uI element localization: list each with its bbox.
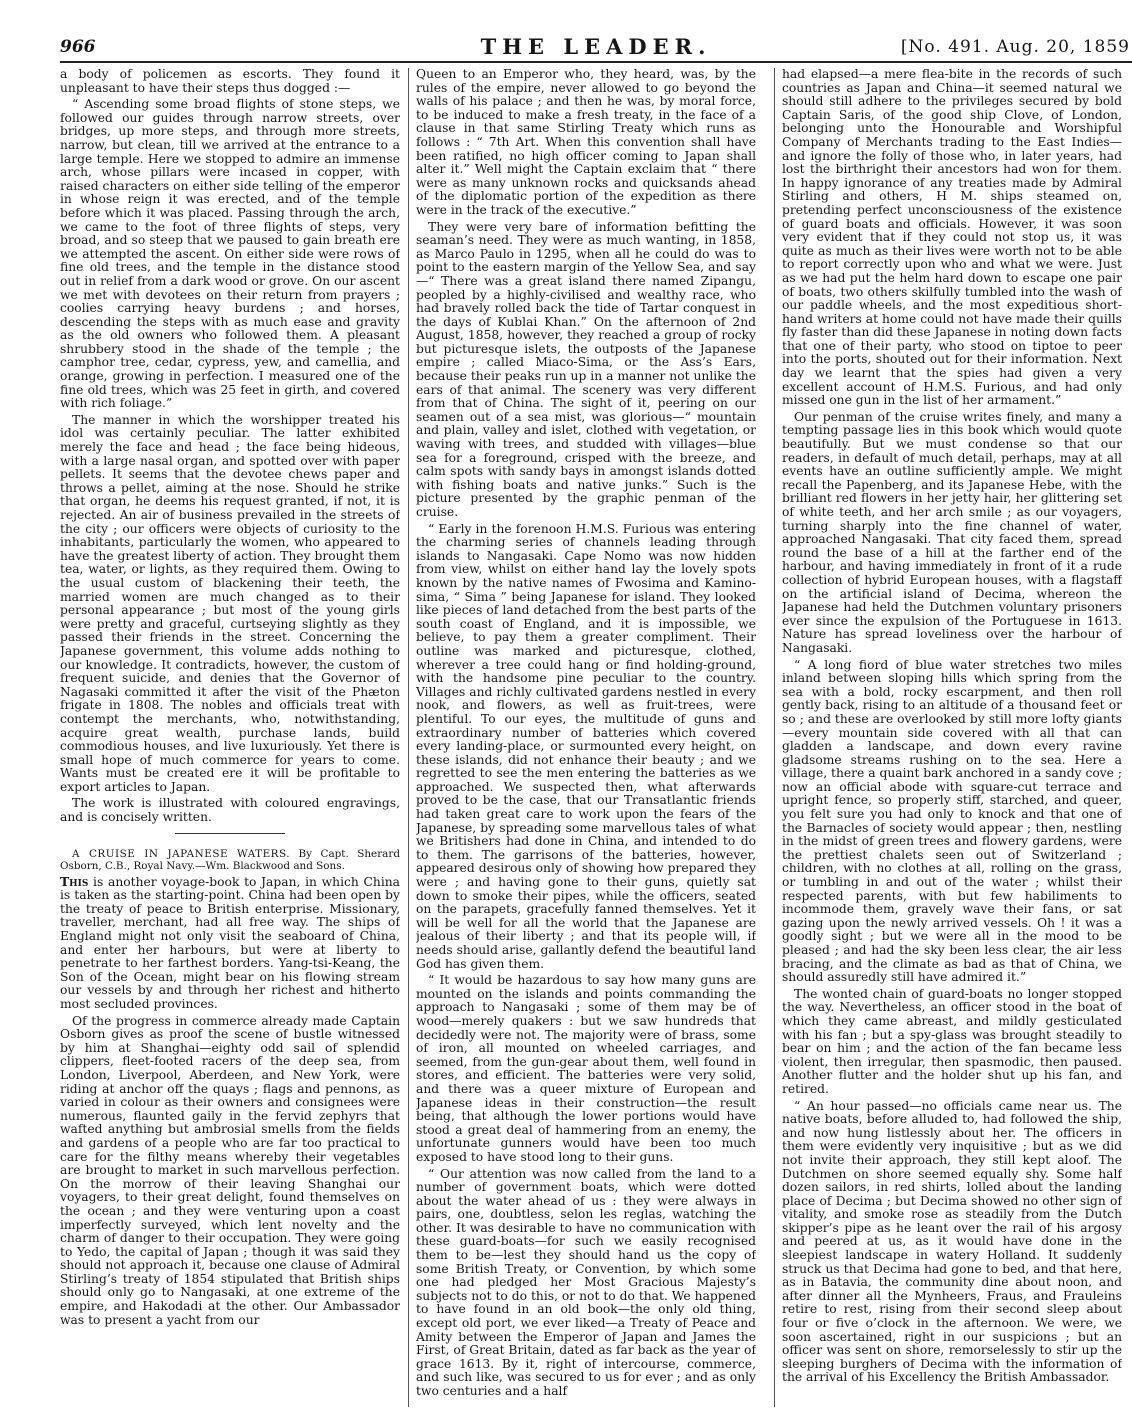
quoted-paragraph: “ It would be hazardous to say how many guns are mounted on the islands and points commanding the approach to Nangasaki ; some of them may be of wood—merely quakers : but we saw hundreds that decidedly were not. The majority were of brass, some of iron, all mounted on wheeled carriages, and seemed, from the gun-gear about them, well found in stores, and efficient. The batteries were very solid, and there was a queer mixture of European and Japanese ideas in their construction—the result being, that although the lower portions would have stood a great deal of hammering from an enemy, the unfortunate gunners would have been too much exposed to have stood long to their guns. [416, 973, 756, 1164]
section-rule [175, 833, 285, 834]
column-1 [60, 68, 400, 1407]
quoted-paragraph: “ Ascending some broad flights of stone steps, we followed our guides through narrow streets, over bridges, up more steps, and through more streets, narrow, but clean, till we arrived at the entrance to a large temple. Here we stopped to admire an immense arch, whose pillars were incased in copper, with raised characters on either side telling of the emperor in whose reign it was erected, and of the temple before which it was placed. Passing through the arch, we came to the foot of three flights of steps, very broad, and so steep that we paused to gain breath ere we attempted the ascent. On either side were rows of fine old trees, and the temple in the distance stood out in relief from a dark wood or grove. On our ascent we met with devotees on their return from prayers ; coolies carrying heavy burdens ; and horses, descending the steps with as much ease and gravity as the old owners who followed them. A pleasant shrubbery stood in the shade of the temple ; the camphor tree, cedar, cypress, yew, and camellia, and orange, growing in perfection. I measured one of the fine old trees, which was 25 feet in girth, and covered with rich foliage.” [60, 97, 400, 411]
header-rule [60, 61, 1132, 63]
quoted-paragraph: “ An hour passed—no officials came near us. The native boats, before alluded to, had followed the ship, and now hung listlessly about her. The officers in them were evidently very inquisitive ; but as we did not invite their approach, they still kept aloof. The Dutchmen on shore seemed equally shy. Some half dozen sailors, in red shirts, lolled about the landing place of Decima ; but Decima showed no other sign of vitality, and smoke rose as steadily from the Dutch skipper’s pipe as he leant over the rail of his argosy and peered at us, as it would have done in the sleepiest landscape in watery Holland. It suddenly struck us that Decima had gone to bed, and that here, as in Batavia, the community dine about noon, and after dinner all the Mynheers, Fraus, and Frauleins retire to rest, rising from their second sleep about four or five o’clock in the afternoon. We were, we soon ascertained, right in our suspicions ; but an officer was sent on shore, remorselessly to stir up the sleeping burghers of Decima with the information of the arrival of his Excellency the British Ambassador. [782, 1098, 1122, 1385]
paragraph: Our penman of the cruise writes finely, and many a tempting passage lies in this book which would quote beautifully. But we must condense so that our readers, in default of much detail, perhaps, may at all events have an outline sufficiently ample. We might recall the Papenberg, and its Japanese Hebe, with the brilliant red flowers in her jetty hair, her glittering set of white teeth, and her arch smile ; as our voyagers, turning sharply into the fine channel of water, approached Nangasaki. That city faced them, spread round the base of a hill at the farther end of the harbour, and having immediately in front of it a rude collection of hybrid European houses, with a flagstaff on the artificial island of Decima, whereon the Japanese had held the Dutchmen voluntary prisoners ever since the expulsion of the Portuguese in 1613. Nature has spread loveliness over the harbour of Nangasaki. [782, 409, 1122, 655]
paragraph: Of the progress in commerce already made Captain Osborn gives as proof the scene of bustle witnessed by him at Shanghai—eighty odd sail of splendid clippers, fleet-footed racers of the deep sea, from London, Liverpool, Aberdeen, and New York, were riding at anchor off the quays ; flags and pennons, as varied in colour as their owners and consignees were numerous, flaunted gaily in the fervid zephyrs that wafted anything but ambrosial smells from the fields and gardens of a people who are far too practical to care for the filthy means whereby their vegetables are brought to market in such marvellous perfection. On the morrow of their leaving Shanghai our voyagers, to their great delight, found themselves on the ocean ; and they were venturing upon a coast imperfectly surveyed, which lent novelty and the charm of danger to their occupation. They were going to Yedo, the capital of Japan ; though it was said they should not approach it, because one clause of Admiral Stirling’s treaty of 1854 stipulated that British ships should only go to Nangasaki, at one extreme of the empire, and Hakodadi at the other. Our Ambassador was to present a yacht from our [60, 1013, 400, 1327]
column-divider-1 [408, 68, 409, 1407]
review-heading [60, 848, 400, 872]
masthead [60, 34, 1132, 60]
quoted-paragraph: “ Our attention was now called from the land to a number of government boats, which were dotted about the water ahead of us : they were always in pairs, one, doubtless, selon les reglas, watching the other. It was desirable to have no communication with these guard-boats—for such we easily recognised them to be—lest they should hand us the copy of some British Treaty, or Convention, by which some one had pledged her Most Gracious Majesty’s subjects not to do this, or not to do that. We happened to have found in an old book—the only old thing, except old port, we ever liked—a Treaty of Peace and Amity between the Emperor of Japan and James the First, of Great Britain, dated as far back as the year of grace 1613. By it, right of intercourse, commerce, and such like, was secured to us for ever ; and as only two centuries and a half [416, 1166, 756, 1398]
review-byline: By Capt. Sherard Osborn, C.B., Royal Navy.—Wm. Blackwood and Sons. [60, 847, 400, 872]
newspaper-title: THE LEADER. [480, 34, 712, 59]
column-2 [416, 68, 756, 1407]
quoted-paragraph: “ Early in the forenoon H.M.S. Furious was entering the charming series of channels leading through islands to Nangasaki. Cape Nomo was now hidden from view, whilst on either hand lay the lovely spots known by the native names of Fwosima and Kamino-sima, “ Sima ” being Japanese for island. They looked like pieces of land detached from the best parts of the south coast of England, and it is impossible, we believe, to pay them a greater compliment. Their outline was marked and picturesque, clothed, wherever a tree could hang or find holding-ground, with the handsome pine peculiar to the country. Villages and richly cultivated gardens nestled in every nook, and flowers, as well as fruit-trees, were plentiful. To our eyes, the multitude of guns and extraordinary number of batteries which covered every landing-place, or surmounted every height, on these islands, did not enhance their beauty ; and we regretted to see the men entering the batteries as we approached. We suspected then, what afterwards proved to be the case, that our Transatlantic friends had taken great care to work upon the fears of the Japanese, by spreading some marvellous tales of what we Britishers had done in China, and intended to do to them. The garrisons of the batteries, however, appeared desirous only of showing how prepared they were ; and having gone to their guns, quietly sat down to smoke their pipes, while the officers, seated on the parapets, gracefully fanned themselves. Yet it will be well for all the world that the Japanese are jealous of their liberty ; and that its people will, if needs should arise, gallantly defend the beautiful land God has given them. [416, 521, 756, 971]
paragraph: The work is illustrated with coloured engravings, and is concisely written. [60, 796, 400, 825]
paragraph: had elapsed—a mere flea-bite in the records of such countries as Japan and China—it seemed natural we should still adhere to the privileges secured by bold Captain Saris, of the good ship Clove, of London, belonging unto the Honourable and Worshipful Company of Merchants trading to the East Indies—and ignore the folly of those who, in later years, had lost the birthright their ancestors had won for them. In happy ignorance of any treaties made by Admiral Stirling and others, H M. ships steamed on, pretending perfect unconsciousness of the existence of guard boats and officials. However, it was soon very evident that if they could not stop us, it was quite as much as their lives were worth not to be able to report correctly upon who and what we were. Just as we had put the helm hard down to escape one pair of boats, two others skilfully tumbled into the wash of our paddle wheels, and the most expeditious short-hand writers at home could not have made their quills fly faster than did these Japanese in noting down facts that one of their party, who stood on tiptoe to peer into the ports, shouted out for their information. Next day we learnt that the spies had given a very excellent account of H.M.S. Furious, and had only missed one gun in the list of her armament.” [782, 68, 1122, 408]
page-number: 966 [60, 37, 96, 57]
issue-date: [No. 491. Aug. 20, 1859 [900, 37, 1130, 57]
column-3 [782, 68, 1122, 1407]
paragraph: They were very bare of information befitting the seaman’s need. They were as much wanting, in 1858, as Marco Paulo in 1295, when all he could do was to point to the eastern margin of the Yellow Sea, and say—“ There was a great island there named Zipangu, peopled by a highly-civilised and wealthy race, who had bravely rolled back the tide of Tartar conquest in the days of Kublai Khan.” On the afternoon of 2nd August, 1858, however, they reached a group of rocky but picturesque islets, the outposts of the Japanese empire ; called Miaco-Sima, or the Ass’s Ears, because their peaks run up in a manner not unlike the ears of that animal. The scenery was very different from that of China. The sight of it, peering on our seamen out of a sea mist, was glorious—“ mountain and plain, valley and islet, clothed with vegetation, or waving with trees, and studded with villages—blue sea for a foreground, crisped with the breeze, and calm spots with sandy bays in amongst islands dotted with fishing boats and native junks.” Such is the picture presented by the graphic penman of the cruise. [416, 219, 756, 519]
review-title: A CRUISE IN JAPANESE WATERS. [72, 847, 291, 860]
lead-word: This [60, 873, 89, 889]
column-divider-2 [774, 68, 775, 1407]
paragraph-text: is another voyage-book to Japan, in which China is taken as the starting-point. China had been open by the treaty of peace to British enterprise. Missionary, traveller, merchant, had all free way. The ships of England might not only visit the seaboard of China, and enter her harbours, but were at liberty to penetrate to her farthest borders. Yang-tsi-Keang, the Son of the Ocean, might bear on his flowing stream our vessels by and through her richest and hitherto most secluded provinces. [60, 874, 400, 1011]
paragraph: The wonted chain of guard-boats no longer stopped the way. Nevertheless, an officer stood in the boat of which they came abreast, and mildly gesticulated with his fan ; but a spy-glass was brought steadily to bear on him ; and the action of the fan became less violent, then irregular, then spasmodic, then paused. Another flutter and the holder shut up his fan, and retired. [782, 986, 1122, 1096]
paragraph: The manner in which the worshipper treated his idol was certainly peculiar. The latter exhibited merely the face and head ; the face being hideous, with a large nasal organ, and spotted over with paper pellets. It seems that the devotee chews paper and throws a pellet, aiming at the nose. Should he strike that organ, he deems his request granted, if not, it is rejected. An air of business prevailed in the streets of the city ; our officers were objects of curiosity to the inhabitants, particularly the women, who appeared to have the greatest liberty of action. They brought them tea, water, or lights, as they required them. Owing to the usual custom of blackening their teeth, the married women are much changed as to their personal appearance ; but most of the young girls were pretty and graceful, curtseying slightly as they passed their friends in the street. Concerning the Japanese government, this volume adds nothing to our knowledge. It contradicts, however, the custom of frequent suicide, and denies that the Governor of Nagasaki committed it after the visit of the Phæton frigate in 1808. The nobles and officials treat with contempt the merchants, who, notwithstanding, acquire great wealth, purchase lands, build commodious houses, and live luxuriously. Yet there is small hope of much commerce for years to come. Wants must be created ere it will be profitable to export articles to Japan. [60, 412, 400, 794]
quoted-paragraph: “ A long fiord of blue water stretches two miles inland between sloping hills which spring from the sea with a bold, rocky escarpment, and then roll gently back, rising to an altitude of a thousand feet or so ; and these are overlooked by still more lofty giants—every mountain side covered with all that can gladden a landscape, and down every ravine gladsome streams rushing on to the sea. Here a village, there a quaint bark anchored in a sandy cove ; now an official abode with square-cut terrace and upright fence, so properly stiff, starched, and queer, you felt sure you had only to knock and that one of the Barnacles of society would appear ; then, nestling in the midst of green trees and flowery gardens, were the prettiest chalets seen out of Switzerland ; children, with no clothes at all, rolling on the grass, or tumbling in and out of the water ; whilst their respected parents, with but few habiliments to incommode them, gravely wave their fans, or sat gazing upon the newly arrived vessels. Oh ! it was a goodly sight ; but we were all in the mood to be pleased ; and had the sky been less clear, the air less bracing, and the climate as bad as that of China, we should assuredly still have admired it.” [782, 657, 1122, 985]
paragraph: a body of policemen as escorts. They found it unpleasant to have their steps thus dogged :— [60, 68, 400, 95]
paragraph [60, 875, 400, 1012]
paragraph: Queen to an Emperor who, they heard, was, by the rules of the empire, never allowed to go beyond the walls of his palace ; and then he was, by moral force, to be induced to make a fresh treaty, in the face of a clause in that same Stirling Treaty which runs as follows : “ 7th Art. When this convention shall have been ratified, no high officer coming to Japan shall alter it.” Well might the Captain exclaim that “ there were as many unknown rocks and quicksands ahead of the diplomatic portion of the expedition as there were in the track of the executive.” [416, 68, 756, 217]
